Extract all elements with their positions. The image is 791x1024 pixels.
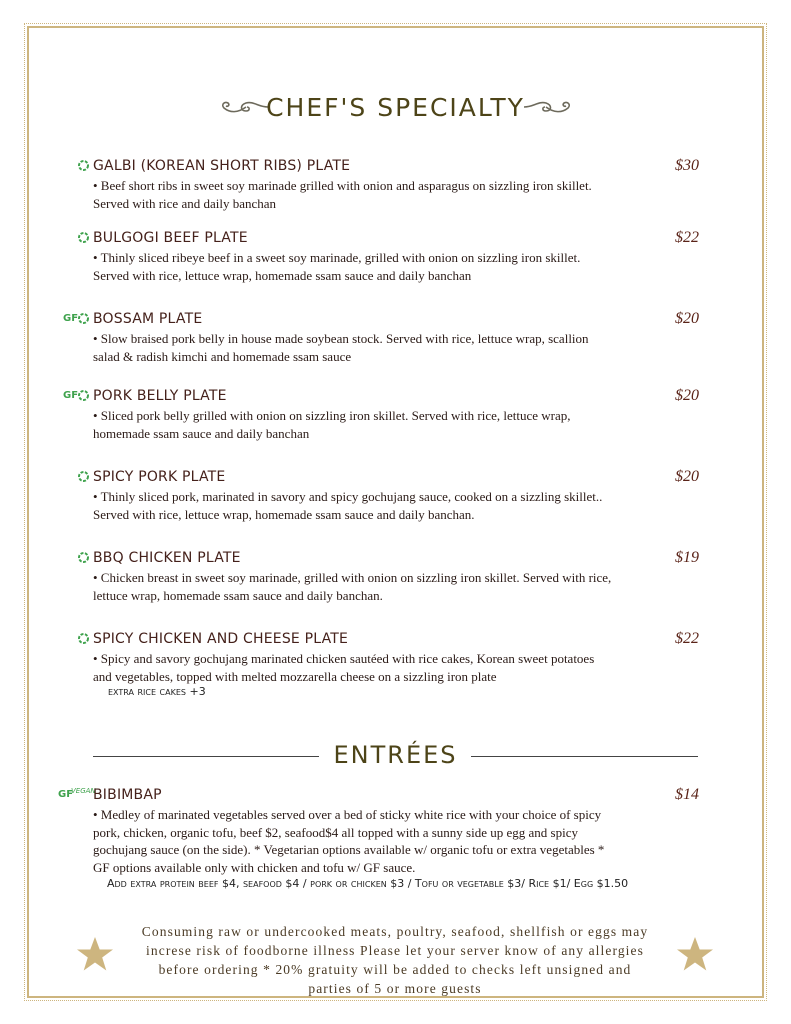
item-desc-bibimbap: • Medley of marinated vegetables served over a bed of sticky white rice with your choice of spicy pork, chicken, organic tofu, beef $2, seafood$4 all topped with a sunny side up egg and spicy gochujang sauce (on the side). * Vegetarian options available w/ organic tofu or extra vegetables * GF options available only with chicken and tofu w/ GF sauce. xyxy=(93,807,605,875)
item-price-bossam: $20 xyxy=(675,310,699,327)
leaf-icon xyxy=(77,632,90,645)
item-name-pork-belly: PORK BELLY PLATE xyxy=(93,388,227,404)
leaf-icon xyxy=(77,389,90,402)
gf-badge: GF xyxy=(58,789,74,800)
item-price-spicy-chicken-cheese: $22 xyxy=(675,630,699,647)
item-price-bibimbap: $14 xyxy=(675,786,699,803)
item-name-bossam: BOSSAM PLATE xyxy=(93,311,203,327)
leaf-icon xyxy=(77,159,90,172)
item-price-bbq-chicken: $19 xyxy=(675,549,699,566)
item-name-galbi: GALBI (KOREAN SHORT RIBS) PLATE xyxy=(93,158,351,174)
item-price-galbi: $30 xyxy=(675,157,699,174)
item-price-bulgogi: $22 xyxy=(675,229,699,246)
item-name-bulgogi: BULGOGI BEEF PLATE xyxy=(93,230,248,246)
star-icon xyxy=(75,935,115,975)
chefs-specialty-heading: CHEF'S SPECIALTY xyxy=(266,93,525,122)
extra-rice-cakes-note: extra rice cakes +3 xyxy=(108,685,206,698)
item-desc-bulgogi: • Thinly sliced ribeye beef in a sweet soy marinade, grilled with onion on sizzling iron skillet. Served with rice, lettuce wrap, homemade ssam sauce and daily banchan xyxy=(93,250,581,283)
gf-badge: GF xyxy=(63,390,79,401)
item-desc-spicy-chicken-cheese: • Spicy and savory gochujang marinated chicken sautéed with rice cakes, Korean sweet potatoes and vegetables, topped with melted mozzarella cheese on a sizzling iron plate xyxy=(93,651,595,684)
item-desc-galbi: • Beef short ribs in sweet soy marinade grilled with onion and asparagus on sizzling iron skillet. Served with rice and daily banchan xyxy=(93,178,592,211)
item-name-spicy-pork: SPICY PORK PLATE xyxy=(93,469,226,485)
divider-right xyxy=(471,756,698,757)
item-name-bibimbap: BIBIMBAP xyxy=(93,787,162,803)
gf-badge: GF xyxy=(63,313,79,324)
entrees-heading: ENTRÉES xyxy=(333,741,458,769)
leaf-icon xyxy=(77,551,90,564)
item-desc-bossam: • Slow braised pork belly in house made soybean stock. Served with rice, lettuce wrap, scallion salad & radish kimchi and homemade ssam sauce xyxy=(93,331,589,364)
item-desc-bbq-chicken: • Chicken breast in sweet soy marinade, grilled with onion on sizzling iron skillet. Served with rice, lettuce wrap, homemade ssam sauce and daily banchan. xyxy=(93,570,612,603)
leaf-icon xyxy=(77,312,90,325)
item-name-bbq-chicken: BBQ CHICKEN PLATE xyxy=(93,550,241,566)
star-icon xyxy=(675,935,715,975)
extra-protein-note: Add extra protein beef $4, seafood $4 / pork or chicken $3 / Tofu or vegetable $3/ Rice $1/ Egg $1.50 xyxy=(107,877,629,890)
item-desc-pork-belly: • Sliced pork belly grilled with onion on sizzling iron skillet. Served with rice, lettuce wrap, homemade ssam sauce and daily banchan xyxy=(93,408,571,441)
item-price-pork-belly: $20 xyxy=(675,387,699,404)
leaf-icon xyxy=(77,470,90,483)
item-name-spicy-chicken-cheese: SPICY CHICKEN AND CHEESE PLATE xyxy=(93,631,349,647)
vegan-badge: VEGAN xyxy=(71,787,96,795)
item-price-spicy-pork: $20 xyxy=(675,468,699,485)
right-flourish-icon xyxy=(522,98,574,116)
leaf-icon xyxy=(77,231,90,244)
item-desc-spicy-pork: • Thinly sliced pork, marinated in savory and spicy gochujang sauce, cooked on a sizzling skillet.. Served with rice, lettuce wrap, homemade ssam sauce and daily banchan. xyxy=(93,489,603,522)
food-safety-notice: Consuming raw or undercooked meats, poultry, seafood, shellfish or eggs may increse risk of foodborne illness Please let your server know of any allergies before ordering * 20% gratuity will be added to checks left unsigned and parties of 5 or more guests xyxy=(141,924,649,996)
